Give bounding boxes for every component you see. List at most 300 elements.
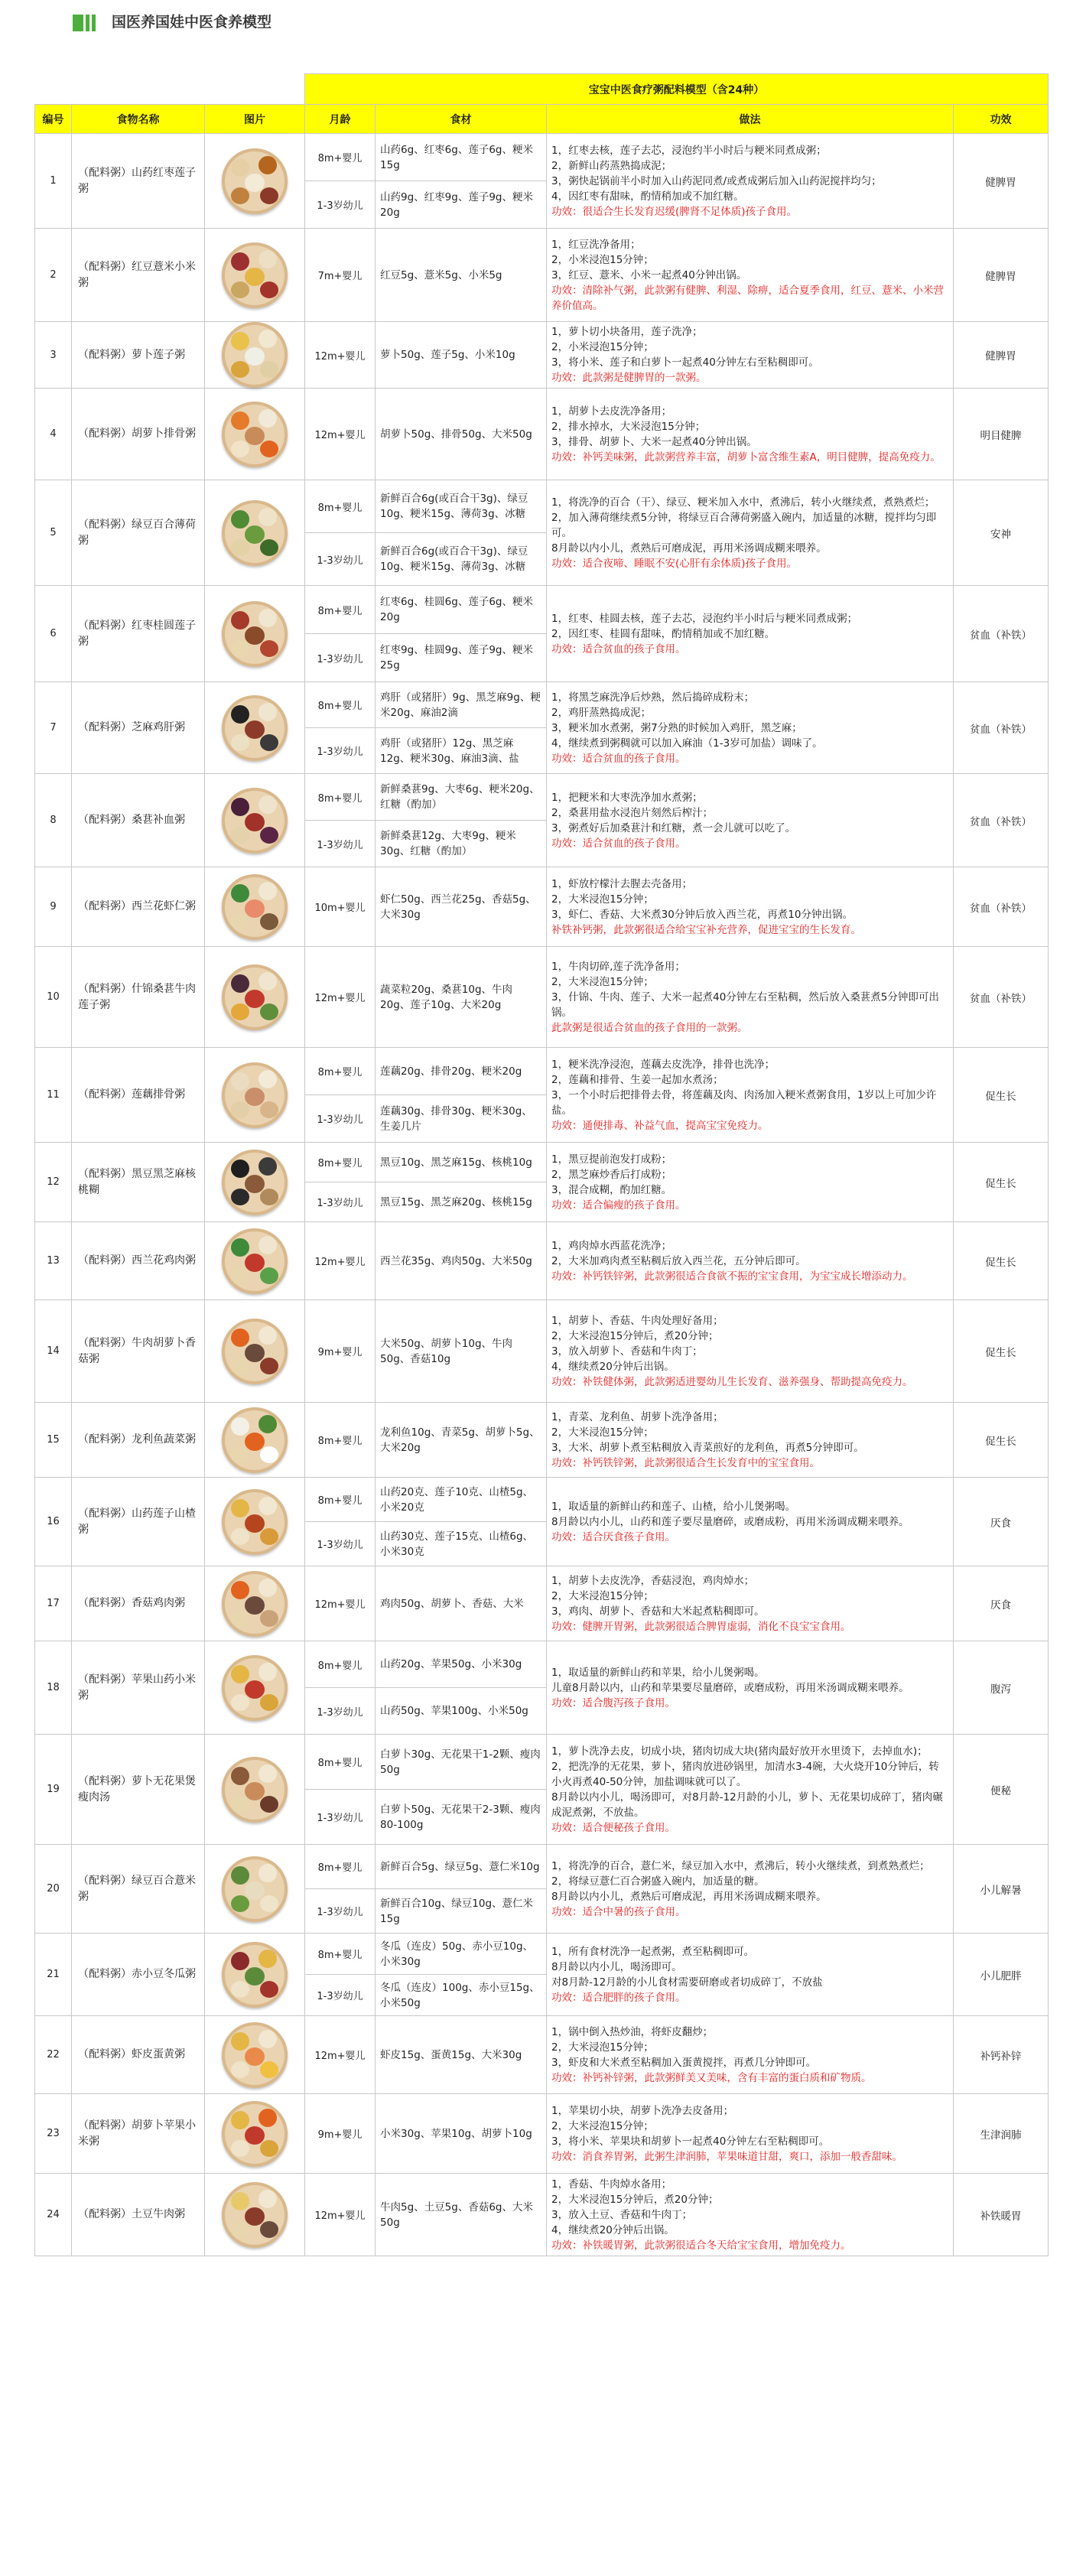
- page-header: [0, 0, 1086, 61]
- table-row: [35, 389, 1049, 480]
- porridge-bowl-image: [222, 964, 288, 1030]
- effect-label: 促生长: [954, 1048, 1049, 1143]
- ingredient-dish: [258, 1070, 277, 1088]
- food-name: （配料粥）香菇鸡肉粥: [72, 1566, 205, 1641]
- age-group: 8m+婴儿: [305, 1048, 376, 1095]
- ingredients: 山药20g、苹果50g、小米30g: [376, 1641, 547, 1688]
- method-step: 2，新鲜山药蒸熟捣成泥；: [551, 159, 672, 172]
- ingredient-dish: [258, 2109, 277, 2127]
- method-step: 2，大米浸泡15分钟；: [551, 893, 654, 906]
- effect-label: 促生长: [954, 1300, 1049, 1403]
- method-step: 3，粥煮好后加桑葚汁和红糖，煮一会儿就可以吃了。: [551, 821, 796, 834]
- porridge-bowl-image: [222, 2022, 288, 2088]
- ingredient-dish: [231, 1981, 249, 1998]
- method-step: 3，混合成糊，酌加红糖。: [551, 1183, 672, 1196]
- ingredients: 新鲜百合5g、绿豆5g、薏仁米10g: [376, 1845, 547, 1889]
- ingredient-dish: [231, 1895, 249, 1912]
- food-image-cell: [205, 322, 305, 389]
- ingredient-dish: [260, 187, 278, 204]
- ingredients: 莲藕30g、排骨30g、粳米30g、生姜几片: [376, 1095, 547, 1143]
- row-number: 23: [35, 2094, 72, 2174]
- method-step: 1，红枣去核，莲子去芯，浸泡约半小时后与粳米同煮成粥；: [551, 144, 827, 157]
- effect-note: 功效：补钙铁锌粥，此款粥很适合生长发育中的宝宝食用。: [551, 1456, 821, 1469]
- table-row: [35, 774, 1049, 821]
- ingredients: 新鲜桑葚12g、大枣9g、粳米30g、红糖（酌加）: [376, 821, 547, 867]
- food-image-cell: [205, 229, 305, 322]
- col-header-name: 食物名称: [72, 105, 205, 134]
- effect-label: 健脾胃: [954, 134, 1049, 229]
- ingredients: 鸡肉50g、胡萝卜、香菇、大米: [376, 1566, 547, 1641]
- row-number: 20: [35, 1845, 72, 1934]
- age-group: 8m+婴儿: [305, 480, 376, 533]
- ingredients: 莲藕20g、排骨20g、粳米20g: [376, 1048, 547, 1095]
- method-step: 1，红豆洗净备用；: [551, 238, 641, 251]
- method-step: 1，取适量的新鲜山药和莲子、山楂，给小儿煲粥喝。: [551, 1500, 796, 1513]
- food-image-cell: [205, 1566, 305, 1641]
- col-header-method: 做法: [547, 105, 954, 134]
- method-step: 1，青菜、龙利鱼、胡萝卜洗净备用；: [551, 1410, 723, 1423]
- food-name: （配料粥）芝麻鸡肝粥: [72, 682, 205, 774]
- title-marker-icon: [73, 15, 100, 31]
- method-step: 2，小米浸泡15分钟；: [551, 253, 654, 266]
- ingredients: 黑豆15g、黑芝麻20g、核桃15g: [376, 1182, 547, 1222]
- food-image-cell: [205, 2174, 305, 2256]
- porridge-bowl-image: [222, 1942, 288, 2008]
- ingredient-dish: [258, 1236, 277, 1254]
- col-header-image: 图片: [205, 105, 305, 134]
- effect-note: 功效：通便排毒、补益气血，提高宝宝免疫力。: [551, 1119, 769, 1132]
- method-step: 1，苹果切小块，胡萝卜洗净去皮备用；: [551, 2104, 734, 2117]
- effect-note: 功效：适合腹泻孩子食用。: [551, 1696, 676, 1709]
- method-cell: [547, 134, 954, 229]
- ingredient-dish: [231, 332, 249, 350]
- row-number: 16: [35, 1478, 72, 1566]
- food-name: （配料粥）什锦桑葚牛肉莲子粥: [72, 947, 205, 1048]
- method-step: 儿童8月龄以内，山药和苹果要尽量磨碎，或磨成粉，再用米汤调成糊来喂养。: [551, 1681, 909, 1694]
- age-group: 8m+婴儿: [305, 1143, 376, 1182]
- method-step: 1，黑豆提前泡发打成粉；: [551, 1153, 672, 1166]
- method-cell: [547, 1735, 954, 1845]
- method-step: 2，大米加鸡肉煮至粘稠后放入西兰花，五分钟后即可。: [551, 1254, 806, 1267]
- table-row: [35, 322, 1049, 389]
- method-step: 4，继续煮20分钟后出锅。: [551, 1360, 675, 1373]
- ingredient-dish: [260, 2061, 278, 2078]
- method-step: 8月龄以内小儿，喝汤即可。: [551, 1960, 682, 1973]
- row-number: 2: [35, 229, 72, 322]
- food-image-cell: [205, 1048, 305, 1143]
- table-row: [35, 682, 1049, 728]
- effect-label: 明目健脾: [954, 389, 1049, 480]
- ingredient-dish: [258, 703, 277, 721]
- age-group: 8m+婴儿: [305, 1934, 376, 1975]
- ingredient-dish: [231, 1417, 249, 1436]
- porridge-bowl-image: [222, 1757, 288, 1823]
- porridge-bowl-image: [222, 788, 288, 854]
- table-row: [35, 1735, 1049, 1790]
- porridge-bowl-image: [222, 1571, 288, 1637]
- method-step: 3，将小米、莲子和白萝卜一起煮40分钟左右至粘稠即可。: [551, 356, 819, 369]
- ingredients: 山药9g、红枣9g、莲子9g、粳米20g: [376, 181, 547, 229]
- method-step: 2，将绿豆薏仁百合粥盛入碗内，加适量的糖。: [551, 1875, 765, 1888]
- effect-label: 腹泻: [954, 1641, 1049, 1735]
- age-group: 1-3岁幼儿: [305, 1095, 376, 1143]
- method-cell: [547, 1845, 954, 1934]
- age-group: 8m+婴儿: [305, 682, 376, 728]
- recipe-table: [34, 73, 1049, 2256]
- ingredient-dish: [260, 2221, 278, 2238]
- method-step: 2，鸡肝蒸熟捣成泥；: [551, 706, 652, 719]
- effect-label: 促生长: [954, 1403, 1049, 1478]
- method-step: 1，胡萝卜去皮洗净备用；: [551, 405, 672, 418]
- ingredient-dish: [260, 734, 278, 751]
- ingredient-dish: [231, 1610, 249, 1627]
- method-cell: [547, 1300, 954, 1403]
- ingredient-dish: [260, 640, 278, 657]
- effect-note: 功效：补铁健体粥，此款粥适进婴幼儿生长发育、滋养强身、帮助提高免疫力。: [551, 1375, 913, 1388]
- food-name: （配料粥）萝卜无花果煲瘦肉汤: [72, 1735, 205, 1845]
- method-step: 8月龄以内小儿，煮熟后可磨成泥，再用米汤调成糊来喂养。: [551, 1890, 827, 1903]
- table-row: [35, 2094, 1049, 2174]
- age-group: 1-3岁幼儿: [305, 1790, 376, 1845]
- ingredients: 小米30g、苹果10g、胡萝卜10g: [376, 2094, 547, 2174]
- food-image-cell: [205, 1845, 305, 1934]
- ingredient-dish: [231, 441, 249, 457]
- food-image-cell: [205, 1735, 305, 1845]
- ingredient-dish: [258, 1764, 277, 1783]
- ingredient-dish: [231, 974, 249, 993]
- porridge-bowl-image: [222, 402, 288, 467]
- ingredient-dish: [231, 539, 249, 556]
- ingredient-dish: [231, 361, 249, 378]
- method-cell: [547, 2094, 954, 2174]
- ingredient-dish: [245, 1433, 265, 1451]
- age-group: 8m+婴儿: [305, 134, 376, 181]
- effect-label: 促生长: [954, 1143, 1049, 1222]
- ingredient-dish: [231, 2111, 249, 2129]
- method-cell: [547, 1641, 954, 1735]
- effect-label: 补铁暖胃: [954, 2174, 1049, 2256]
- ingredient-dish: [245, 1175, 265, 1193]
- ingredient-dish: [245, 347, 265, 366]
- porridge-bowl-image: [222, 2101, 288, 2167]
- method-step: 1，将洗净的百合（干）、绿豆、粳米加入水中，煮沸后，转小火继续煮，煮熟煮烂；: [551, 496, 935, 509]
- row-number: 11: [35, 1048, 72, 1143]
- method-step: 2，大米浸泡15分钟；: [551, 975, 654, 988]
- ingredients: 山药30克、莲子15克、山楂6g、小米30克: [376, 1522, 547, 1566]
- ingredient-dish: [258, 330, 277, 348]
- effect-note: 功效：适合便秘孩子食用。: [551, 1821, 676, 1834]
- method-step: 2，加入薄荷继续煮5分钟，将绿豆百合薄荷粥盛入碗内，加适量的冰糖，搅拌均匀即可。: [551, 511, 937, 539]
- method-step: 1，虾放柠檬汁去腥去壳备用；: [551, 877, 693, 890]
- row-number: 3: [35, 322, 72, 389]
- ingredients: 胡萝卜50g、排骨50g、大米50g: [376, 389, 547, 480]
- method-step: 3，排骨、胡萝卜、大米一起煮40分钟出锅。: [551, 435, 757, 448]
- table-row: [35, 1845, 1049, 1889]
- method-step: 2，桑葚用盐水浸泡片刻然后榨汁；: [551, 806, 714, 819]
- method-step: 3，粥快起锅前半小时加入山药泥同煮/或煮成粥后加入山药泥搅拌均匀；: [551, 174, 882, 187]
- row-number: 15: [35, 1403, 72, 1478]
- row-number: 17: [35, 1566, 72, 1641]
- method-step: 1，胡萝卜、香菇、牛肉处理好备用；: [551, 1314, 723, 1327]
- ingredient-dish: [231, 1358, 249, 1374]
- method-cell: [547, 1048, 954, 1143]
- ingredient-dish: [260, 1267, 278, 1284]
- ingredients: 新鲜百合6g(或百合干3g)、绿豆10g、粳米15g、薄荷3g、冰糖: [376, 480, 547, 533]
- ingredient-dish: [231, 1267, 249, 1284]
- ingredient-dish: [231, 510, 249, 529]
- ingredient-dish: [245, 525, 265, 544]
- method-step: 1，将洗净的百合，薏仁米，绿豆加入水中，煮沸后，转小火继续煮，到煮熟煮烂；: [551, 1859, 930, 1872]
- col-header-no: 编号: [35, 105, 72, 134]
- effect-note: 功效：适合偏瘦的孩子食用。: [551, 1199, 686, 1212]
- effect-note: 功效：适合肥胖的孩子食用。: [551, 1991, 686, 2004]
- ingredient-dish: [245, 174, 265, 192]
- food-image-cell: [205, 947, 305, 1048]
- method-step: 1，取适量的新鲜山药和苹果，给小儿煲粥喝。: [551, 1666, 765, 1679]
- row-number: 5: [35, 480, 72, 586]
- ingredient-dish: [231, 640, 249, 657]
- row-number: 7: [35, 682, 72, 774]
- ingredients: 虾仁50g、西兰花25g、香菇5g、大米30g: [376, 867, 547, 947]
- ingredient-dish: [258, 1326, 277, 1345]
- method-step: 8月龄以内小儿，煮熟后可磨成泥，再用米汤调成糊来喂养。: [551, 542, 827, 555]
- ingredient-dish: [231, 611, 249, 629]
- ingredient-dish: [231, 1072, 249, 1091]
- method-cell: [547, 229, 954, 322]
- age-group: 12m+婴儿: [305, 1566, 376, 1641]
- age-group: 12m+婴儿: [305, 947, 376, 1048]
- row-number: 19: [35, 1735, 72, 1845]
- effect-label: 生津润肺: [954, 2094, 1049, 2174]
- row-number: 4: [35, 389, 72, 480]
- table-row: [35, 1641, 1049, 1688]
- effect-note: 功效：补钙美味粥，此款粥营养丰富，胡萝卜富含维生素A，明目健脾，提高免疫力。: [551, 450, 941, 463]
- age-group: 12m+婴儿: [305, 2016, 376, 2094]
- ingredient-dish: [258, 1497, 277, 1515]
- effect-label: 贫血（补铁）: [954, 867, 1049, 947]
- ingredient-dish: [231, 2061, 249, 2078]
- age-group: 8m+婴儿: [305, 1478, 376, 1522]
- ingredient-dish: [245, 1596, 265, 1615]
- ingredient-dish: [260, 1981, 278, 1998]
- method-step: 2，大米浸泡15分钟；: [551, 1589, 654, 1602]
- ingredients: 虾皮15g、蛋黄15g、大米30g: [376, 2016, 547, 2094]
- food-image-cell: [205, 1143, 305, 1222]
- method-step: 3，虾皮和大米煮至粘稠加入蛋黄搅拌，再煮几分钟即可。: [551, 2056, 817, 2069]
- table-row: [35, 867, 1049, 947]
- row-number: 13: [35, 1222, 72, 1300]
- table-row: [35, 1048, 1049, 1095]
- table-row: [35, 1403, 1049, 1478]
- method-step: 2，莲藕和排骨、生姜一起加水煮汤；: [551, 1073, 723, 1086]
- age-group: 1-3岁幼儿: [305, 1522, 376, 1566]
- table-row: [35, 1566, 1049, 1641]
- method-step: 1，香菇、牛肉焯水备用；: [551, 2178, 672, 2191]
- method-step: 1，胡萝卜去皮洗净，香菇浸泡，鸡肉焯水；: [551, 1574, 755, 1587]
- ingredients: 西兰花35g、鸡肉50g、大米50g: [376, 1222, 547, 1300]
- ingredient-dish: [258, 2190, 277, 2208]
- age-group: 1-3岁幼儿: [305, 1182, 376, 1222]
- ingredients: 冬瓜（连皮）50g、赤小豆10g、小米30g: [376, 1934, 547, 1975]
- ingredient-dish: [231, 1329, 249, 1347]
- effect-note: 功效：补铁暖胃粥，此款粥很适合冬天给宝宝食用，增加免疫力。: [551, 2239, 851, 2252]
- age-group: 8m+婴儿: [305, 586, 376, 634]
- ingredients: 蔬菜粒20g、桑葚10g、牛肉20g、莲子10g、大米20g: [376, 947, 547, 1048]
- ingredient-dish: [258, 795, 277, 814]
- ingredient-dish: [245, 2047, 265, 2066]
- ingredient-dish: [260, 1528, 278, 1545]
- effect-note: 功效：适合贫血的孩子食用。: [551, 752, 686, 765]
- effect-label: 促生长: [954, 1222, 1049, 1300]
- effect-note: 功效：适合贫血的孩子食用。: [551, 642, 686, 655]
- ingredient-dish: [245, 268, 265, 286]
- porridge-bowl-image: [222, 1655, 288, 1721]
- effect-note: 功效：补钙补锌粥，此款粥鲜美又美味，含有丰富的蛋白质和矿物质。: [551, 2071, 872, 2084]
- ingredient-dish: [231, 734, 249, 751]
- table-title: 宝宝中医食疗粥配料模型（含24种）: [305, 74, 1049, 105]
- effect-label: 贫血（补铁）: [954, 774, 1049, 867]
- table-row: [35, 1934, 1049, 1975]
- food-image-cell: [205, 389, 305, 480]
- ingredient-dish: [260, 1358, 278, 1374]
- row-number: 18: [35, 1641, 72, 1735]
- ingredients: 萝卜50g、莲子5g、小米10g: [376, 322, 547, 389]
- row-number: 21: [35, 1934, 72, 2016]
- ingredient-dish: [260, 1610, 278, 1627]
- ingredient-dish: [258, 409, 277, 428]
- method-cell: [547, 586, 954, 682]
- age-group: 1-3岁幼儿: [305, 1889, 376, 1934]
- porridge-bowl-image: [222, 242, 288, 308]
- porridge-bowl-image: [222, 874, 288, 940]
- ingredient-dish: [245, 2126, 265, 2145]
- method-step: 3，虾仁、香菇、大米煮30分钟后放入西兰花，再煮10分钟出锅。: [551, 908, 853, 921]
- method-cell: [547, 774, 954, 867]
- ingredient-dish: [245, 720, 265, 739]
- page-title: 国医养国娃中医食养模型: [112, 14, 272, 31]
- method-cell: [547, 389, 954, 480]
- porridge-bowl-image: [222, 148, 288, 214]
- effect-note: 功效：适合贫血的孩子食用。: [551, 837, 686, 850]
- col-header-effect: 功效: [954, 105, 1049, 134]
- band-spacer: [35, 74, 305, 105]
- food-name: （配料粥）绿豆百合薏米粥: [72, 1845, 205, 1934]
- food-image-cell: [205, 134, 305, 229]
- ingredient-dish: [245, 1882, 265, 1900]
- table-row: [35, 2016, 1049, 2094]
- ingredient-dish: [245, 1344, 265, 1362]
- ingredient-dish: [260, 441, 278, 457]
- ingredients: 山药20克、莲子10克、山楂5g、小米20克: [376, 1478, 547, 1522]
- method-step: 1，红枣、桂圆去核，莲子去芯，浸泡约半小时后与粳米同煮成粥；: [551, 612, 858, 625]
- food-name: （配料粥）苹果山药小米粥: [72, 1641, 205, 1735]
- food-name: （配料粥）赤小豆冬瓜粥: [72, 1934, 205, 2016]
- effect-note: 此款粥是很适合贫血的孩子食用的一款粥。: [551, 1021, 748, 1034]
- method-step: 3，放入土豆、香菇和牛肉丁；: [551, 2208, 693, 2221]
- method-cell: [547, 322, 954, 389]
- food-image-cell: [205, 1222, 305, 1300]
- ingredients: 大米50g、胡萝卜10g、牛肉50g、香菇10g: [376, 1300, 547, 1403]
- table-row: [35, 1478, 1049, 1522]
- ingredient-dish: [258, 882, 277, 900]
- ingredient-dish: [231, 252, 249, 271]
- table-body: [35, 134, 1049, 2256]
- ingredient-dish: [245, 1680, 265, 1699]
- ingredient-dish: [231, 1796, 249, 1813]
- method-cell: [547, 2174, 954, 2256]
- effect-note: 功效：适合中暑的孩子食用。: [551, 1905, 686, 1918]
- effect-label: 小儿肥胖: [954, 1934, 1049, 2016]
- ingredient-dish: [260, 827, 278, 844]
- method-step: 2，小米浸泡15分钟；: [551, 341, 654, 353]
- effect-label: 贫血（补铁）: [954, 586, 1049, 682]
- effect-label: 贫血（补铁）: [954, 947, 1049, 1048]
- ingredient-dish: [231, 705, 249, 724]
- method-step: 1，锅中倒入热炒油，将虾皮翻炒；: [551, 2025, 714, 2038]
- method-step: 1，将黑芝麻洗净后炒熟，然后捣碎成粉末；: [551, 691, 755, 704]
- method-step: 2，大米浸泡15分钟；: [551, 1426, 654, 1439]
- method-step: 3，鸡肉、胡萝卜、香菇和大米起煮粘稠即可。: [551, 1605, 765, 1618]
- ingredients: 冬瓜（连皮）100g、赤小豆15g、小米50g: [376, 1975, 547, 2016]
- row-number: 8: [35, 774, 72, 867]
- ingredient-dish: [245, 626, 265, 645]
- ingredient-dish: [258, 972, 277, 990]
- ingredient-dish: [260, 1446, 278, 1463]
- ingredient-dish: [260, 1189, 278, 1205]
- effect-label: 安神: [954, 480, 1049, 586]
- method-cell: [547, 1934, 954, 2016]
- porridge-bowl-image: [222, 1489, 288, 1555]
- food-image-cell: [205, 1478, 305, 1566]
- table-row: [35, 1143, 1049, 1182]
- method-step: 2，黑芝麻炒香后打成粉；: [551, 1168, 672, 1181]
- ingredient-dish: [245, 990, 265, 1008]
- food-name: （配料粥）桑葚补血粥: [72, 774, 205, 867]
- method-step: 2，大米浸泡15分钟；: [551, 2119, 654, 2132]
- table-row: [35, 1222, 1049, 1300]
- method-step: 4，继续煮到粥稠就可以加入麻油（1-3岁可加盐）调味了。: [551, 737, 823, 750]
- row-number: 1: [35, 134, 72, 229]
- row-number: 12: [35, 1143, 72, 1222]
- method-step: 3，将小米、苹果块和胡萝卜一起煮40分钟左右至粘稠即可。: [551, 2135, 830, 2148]
- age-group: 1-3岁幼儿: [305, 181, 376, 229]
- food-name: （配料粥）胡萝卜排骨粥: [72, 389, 205, 480]
- effect-label: 健脾胃: [954, 322, 1049, 389]
- ingredient-dish: [260, 1101, 278, 1118]
- method-cell: [547, 1143, 954, 1222]
- row-number: 6: [35, 586, 72, 682]
- porridge-bowl-image: [222, 1407, 288, 1473]
- porridge-bowl-image: [222, 500, 288, 566]
- table-row: [35, 229, 1049, 322]
- age-group: 1-3岁幼儿: [305, 1975, 376, 2016]
- ingredient-dish: [245, 1967, 265, 1986]
- ingredient-dish: [245, 813, 265, 831]
- ingredients: 黑豆10g、黑芝麻15g、核桃10g: [376, 1143, 547, 1182]
- age-group: 1-3岁幼儿: [305, 634, 376, 682]
- age-group: 8m+婴儿: [305, 1641, 376, 1688]
- age-group: 12m+婴儿: [305, 2174, 376, 2256]
- effect-note: 功效：健脾开胃粥，此款粥很适合脾胃虚弱，消化不良宝宝食用。: [551, 1620, 851, 1633]
- effect-label: 厌食: [954, 1566, 1049, 1641]
- ingredient-dish: [260, 1796, 278, 1813]
- age-group: 8m+婴儿: [305, 1403, 376, 1478]
- food-image-cell: [205, 1934, 305, 2016]
- ingredient-dish: [231, 913, 249, 930]
- food-image-cell: [205, 1300, 305, 1403]
- ingredients: 牛肉5g、土豆5g、香菇6g、大米50g: [376, 2174, 547, 2256]
- age-group: 7m+婴儿: [305, 229, 376, 322]
